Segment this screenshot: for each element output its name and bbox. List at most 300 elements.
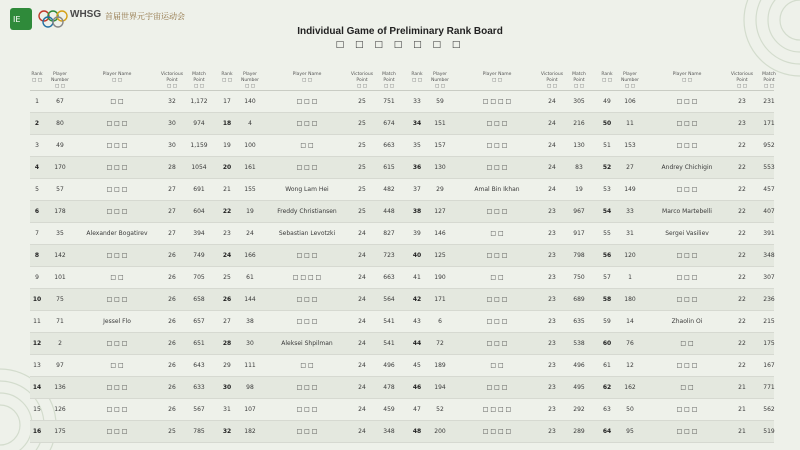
cell-victorious-points: 23 <box>548 208 556 215</box>
table-row <box>30 157 774 179</box>
cell-match-points: 553 <box>763 164 775 171</box>
cell-match-points: 633 <box>193 384 205 391</box>
cell-player-name: Aleksei Shpilman <box>281 340 333 347</box>
cell-rank: 36 <box>412 164 422 171</box>
cell-match-points: 83 <box>575 164 583 171</box>
cell-match-points: 167 <box>763 362 775 369</box>
cell-match-points: 394 <box>193 230 205 237</box>
cell-victorious-points: 22 <box>738 340 746 347</box>
cell-victorious-points: 24 <box>548 142 556 149</box>
cell-rank: 24 <box>222 252 232 259</box>
cell-victorious-points: 25 <box>358 208 366 215</box>
cell-victorious-points: 25 <box>358 142 366 149</box>
page-subtitle: □ □ □ □ □ □ □ <box>335 40 465 50</box>
cell-player-number: 57 <box>56 186 64 193</box>
column-header-label: Player Name <box>482 72 512 77</box>
column-header-player-name <box>76 72 158 84</box>
cell-player-name: □ □ □ <box>676 428 698 435</box>
cell-match-points: 496 <box>573 362 585 369</box>
cell-rank: 55 <box>603 230 611 237</box>
cell-rank: 51 <box>603 142 611 149</box>
cell-player-name: □ □ □ <box>106 296 128 303</box>
cell-victorious-points: 24 <box>358 406 366 413</box>
cell-player-name: □ □ □ <box>676 274 698 281</box>
cell-player-number: 180 <box>624 296 636 303</box>
cell-victorious-points: 26 <box>168 340 176 347</box>
cell-player-name: □ □ □ <box>296 296 318 303</box>
table-row <box>30 377 774 399</box>
cell-player-number: 59 <box>436 98 444 105</box>
cell-match-points: 307 <box>763 274 775 281</box>
cell-rank: 8 <box>34 252 40 259</box>
cell-player-name: □ □ □ <box>296 318 318 325</box>
cell-match-points: 538 <box>573 340 585 347</box>
cell-victorious-points: 32 <box>168 98 176 105</box>
cell-rank: 63 <box>603 406 611 413</box>
cell-player-name: □ □ □ <box>676 120 698 127</box>
cell-rank: 41 <box>413 274 421 281</box>
cell-match-points: 974 <box>193 120 205 127</box>
cell-match-points: 459 <box>383 406 395 413</box>
cell-player-name: □ □ □ □ <box>482 98 512 105</box>
cell-player-name: □ □ □ <box>486 208 508 215</box>
cell-match-points: 348 <box>763 252 775 259</box>
column-header-victorious-points <box>160 72 184 90</box>
svg-text:IE: IE <box>13 15 21 24</box>
cell-player-number: 125 <box>434 252 446 259</box>
cell-player-number: 19 <box>246 208 254 215</box>
column-header-match-points <box>756 72 782 90</box>
cell-victorious-points: 24 <box>358 384 366 391</box>
cell-player-name: □ □ <box>490 274 504 281</box>
column-header-sublabel: □ □ <box>492 78 502 83</box>
cell-player-name: Marco Martebelli <box>662 208 712 215</box>
cell-rank: 6 <box>34 208 40 215</box>
column-header-sublabel: □ □ <box>547 84 557 89</box>
cell-victorious-points: 24 <box>358 428 366 435</box>
cell-player-number: 126 <box>54 406 66 413</box>
cell-player-number: 95 <box>626 428 634 435</box>
cell-rank: 64 <box>602 428 612 435</box>
cell-player-name: □ □ □ □ <box>482 428 512 435</box>
cell-match-points: 604 <box>193 208 205 215</box>
cell-match-points: 643 <box>193 362 205 369</box>
cell-player-number: 101 <box>54 274 66 281</box>
cell-victorious-points: 22 <box>738 296 746 303</box>
column-header-victorious-points <box>730 72 754 90</box>
cell-player-name: Amal Bin Ikhan <box>474 186 520 193</box>
column-header-label: Victorious Point <box>350 72 374 83</box>
cell-player-number: 190 <box>434 274 446 281</box>
cell-player-number: 111 <box>244 362 256 369</box>
cell-match-points: 236 <box>763 296 775 303</box>
cell-player-name: □ □ <box>680 384 694 391</box>
cell-rank: 39 <box>413 230 421 237</box>
cell-match-points: 705 <box>193 274 205 281</box>
cell-player-name: Andrey Chichigin <box>661 164 713 171</box>
cell-rank: 53 <box>603 186 611 193</box>
cell-rank: 23 <box>223 230 231 237</box>
cell-player-number: 12 <box>626 362 634 369</box>
column-header-sublabel: □ □ <box>602 78 612 83</box>
cell-rank: 21 <box>223 186 231 193</box>
cell-player-number: 31 <box>626 230 634 237</box>
cell-match-points: 305 <box>573 98 585 105</box>
cell-player-name: □ □ □ <box>486 318 508 325</box>
column-header-sublabel: □ □ <box>764 84 774 89</box>
column-header-sublabel: □ □ <box>384 84 394 89</box>
cell-match-points: 967 <box>573 208 585 215</box>
cell-rank: 49 <box>603 98 611 105</box>
cell-match-points: 216 <box>573 120 585 127</box>
cell-rank: 35 <box>413 142 421 149</box>
cell-match-points: 171 <box>763 120 775 127</box>
cell-victorious-points: 24 <box>548 186 556 193</box>
cell-victorious-points: 24 <box>358 274 366 281</box>
cell-player-number: 6 <box>438 318 442 325</box>
cell-player-name: □ □ □ <box>106 428 128 435</box>
cell-victorious-points: 24 <box>358 252 366 259</box>
cell-player-number: 71 <box>56 318 64 325</box>
table-row <box>30 333 774 355</box>
cell-match-points: 1,159 <box>190 142 208 149</box>
cell-victorious-points: 23 <box>548 274 556 281</box>
cell-victorious-points: 22 <box>738 362 746 369</box>
cell-rank: 52 <box>602 164 612 171</box>
cell-victorious-points: 26 <box>168 252 176 259</box>
cell-match-points: 19 <box>575 186 583 193</box>
cell-rank: 14 <box>32 384 42 391</box>
cell-match-points: 567 <box>193 406 205 413</box>
cell-player-name: □ □ □ <box>676 186 698 193</box>
cell-match-points: 952 <box>763 142 775 149</box>
column-header-rank <box>220 72 234 84</box>
cell-player-name: □ □ □ <box>106 252 128 259</box>
column-header-rank <box>600 72 614 84</box>
cell-rank: 28 <box>222 340 232 347</box>
cell-player-name: □ □ □ <box>676 98 698 105</box>
cell-match-points: 749 <box>193 252 205 259</box>
table-row <box>30 201 774 223</box>
cell-victorious-points: 23 <box>548 296 556 303</box>
column-header-sublabel: □ □ <box>412 78 422 83</box>
cell-player-name: □ □ <box>680 340 694 347</box>
table-row <box>30 223 774 245</box>
column-header-label: Match Point <box>762 72 776 83</box>
cell-player-number: 98 <box>246 384 254 391</box>
table-row <box>30 91 774 113</box>
column-header-sublabel: □ □ <box>32 78 42 83</box>
column-header-match-points <box>186 72 212 90</box>
cell-victorious-points: 27 <box>168 230 176 237</box>
column-header-label: Victorious Point <box>540 72 564 83</box>
cell-victorious-points: 22 <box>738 230 746 237</box>
cell-match-points: 562 <box>763 406 775 413</box>
cell-match-points: 657 <box>193 318 205 325</box>
cell-player-number: 127 <box>434 208 446 215</box>
column-header-player-number <box>616 72 644 90</box>
cell-match-points: 289 <box>573 428 585 435</box>
table-row <box>30 311 774 333</box>
column-header-sublabel: □ □ <box>435 84 445 89</box>
cell-victorious-points: 21 <box>738 384 746 391</box>
cell-victorious-points: 27 <box>168 186 176 193</box>
cell-match-points: 785 <box>193 428 205 435</box>
cell-player-number: 146 <box>434 230 446 237</box>
cell-victorious-points: 25 <box>358 98 366 105</box>
cell-victorious-points: 27 <box>168 208 176 215</box>
column-header-label: Match Point <box>572 72 586 83</box>
cell-victorious-points: 26 <box>168 274 176 281</box>
cell-rank: 31 <box>223 406 231 413</box>
cell-player-number: 155 <box>244 186 256 193</box>
cell-player-number: 14 <box>626 318 634 325</box>
cell-rank: 59 <box>603 318 611 325</box>
cell-player-number: 75 <box>56 296 64 303</box>
cell-player-number: 153 <box>624 142 636 149</box>
column-header-label: Victorious Point <box>730 72 754 83</box>
table-row <box>30 113 774 135</box>
cell-victorious-points: 23 <box>548 428 556 435</box>
cell-victorious-points: 26 <box>168 318 176 325</box>
cell-victorious-points: 25 <box>358 120 366 127</box>
cell-victorious-points: 26 <box>168 362 176 369</box>
table-row <box>30 135 774 157</box>
column-header-label: Victorious Point <box>160 72 184 83</box>
cell-victorious-points: 23 <box>738 98 746 105</box>
cell-player-name: □ □ □ <box>486 142 508 149</box>
cell-match-points: 231 <box>763 98 775 105</box>
cell-match-points: 751 <box>383 98 395 105</box>
cell-player-number: 49 <box>56 142 64 149</box>
cell-rank: 27 <box>223 318 231 325</box>
cell-player-name: □ □ <box>110 362 124 369</box>
org-abbreviation: WHSG <box>70 9 102 20</box>
cell-victorious-points: 23 <box>548 252 556 259</box>
column-header-sublabel: □ □ <box>112 78 122 83</box>
cell-victorious-points: 28 <box>168 164 176 171</box>
cell-victorious-points: 25 <box>358 186 366 193</box>
column-header-sublabel: □ □ <box>302 78 312 83</box>
cell-rank: 12 <box>32 340 42 347</box>
cell-match-points: 615 <box>383 164 395 171</box>
column-header-label: Player Name <box>292 72 322 77</box>
cell-rank: 26 <box>222 296 232 303</box>
cell-match-points: 457 <box>763 186 775 193</box>
column-header-label: Player Number <box>430 72 450 83</box>
cell-match-points: 917 <box>573 230 585 237</box>
cell-player-number: 151 <box>434 120 446 127</box>
cell-player-name: □ □ □ <box>486 120 508 127</box>
cell-player-name: □ □ □ <box>676 142 698 149</box>
cell-player-name: □ □ □ <box>486 340 508 347</box>
cell-player-number: 194 <box>434 384 446 391</box>
cell-player-number: 130 <box>434 164 446 171</box>
table-row <box>30 267 774 289</box>
cell-rank: 38 <box>412 208 422 215</box>
cell-rank: 20 <box>222 164 232 171</box>
cell-victorious-points: 25 <box>168 428 176 435</box>
table-row <box>30 421 774 443</box>
column-header-sublabel: □ □ <box>574 84 584 89</box>
cell-rank: 2 <box>34 120 40 127</box>
cell-victorious-points: 23 <box>548 406 556 413</box>
cell-player-number: 170 <box>54 164 66 171</box>
cell-player-number: 189 <box>434 362 446 369</box>
cell-victorious-points: 24 <box>548 98 556 105</box>
cell-rank: 1 <box>35 98 39 105</box>
column-header-label: Rank <box>221 72 233 77</box>
table-row <box>30 245 774 267</box>
cell-player-number: 149 <box>624 186 636 193</box>
cell-victorious-points: 24 <box>358 340 366 347</box>
cell-rank: 47 <box>413 406 421 413</box>
cell-victorious-points: 23 <box>548 230 556 237</box>
column-header-match-points <box>376 72 402 90</box>
column-header-sublabel: □ □ <box>625 84 635 89</box>
cell-player-name: Jessel Flo <box>103 318 131 325</box>
column-header-sublabel: □ □ <box>245 84 255 89</box>
cell-victorious-points: 30 <box>168 120 176 127</box>
cell-rank: 19 <box>223 142 231 149</box>
cell-victorious-points: 23 <box>548 318 556 325</box>
event-name: 首届世界元宇宙运动会 <box>105 12 185 21</box>
cell-victorious-points: 23 <box>548 340 556 347</box>
table-row <box>30 399 774 421</box>
cell-match-points: 771 <box>763 384 775 391</box>
cell-player-number: 100 <box>244 142 256 149</box>
column-header-sublabel: □ □ <box>357 84 367 89</box>
cell-match-points: 448 <box>383 208 395 215</box>
cell-match-points: 292 <box>573 406 585 413</box>
cell-match-points: 691 <box>193 186 205 193</box>
cell-player-number: 30 <box>246 340 254 347</box>
cell-rank: 22 <box>222 208 232 215</box>
cell-player-name: □ □ □ <box>106 340 128 347</box>
cell-rank: 37 <box>413 186 421 193</box>
cell-victorious-points: 24 <box>358 318 366 325</box>
cell-rank: 62 <box>602 384 612 391</box>
cell-rank: 7 <box>35 230 39 237</box>
cell-player-number: 97 <box>56 362 64 369</box>
cell-match-points: 689 <box>573 296 585 303</box>
cell-player-name: Alexander Bogatirev <box>86 230 148 237</box>
cell-player-name: □ □ □ <box>296 384 318 391</box>
cell-player-number: 38 <box>246 318 254 325</box>
cell-match-points: 1,172 <box>190 98 208 105</box>
cell-match-points: 750 <box>573 274 585 281</box>
cell-player-name: □ □ □ <box>106 208 128 215</box>
cell-match-points: 663 <box>383 274 395 281</box>
column-header-label: Player Number <box>620 72 640 83</box>
cell-rank: 57 <box>603 274 611 281</box>
cell-player-name: □ □ <box>300 142 314 149</box>
cell-victorious-points: 23 <box>548 362 556 369</box>
cell-victorious-points: 23 <box>738 120 746 127</box>
column-header-label: Player Number <box>50 72 70 83</box>
cell-player-number: 175 <box>54 428 66 435</box>
cell-player-number: 178 <box>54 208 66 215</box>
cell-player-number: 35 <box>56 230 64 237</box>
cell-rank: 54 <box>602 208 612 215</box>
cell-victorious-points: 24 <box>358 362 366 369</box>
cell-player-name: Wong Lam Hei <box>285 186 329 193</box>
cell-player-name: □ □ <box>490 230 504 237</box>
cell-match-points: 827 <box>383 230 395 237</box>
cell-victorious-points: 26 <box>168 406 176 413</box>
cell-rank: 10 <box>32 296 42 303</box>
cell-player-name: □ □ □ <box>106 120 128 127</box>
cell-rank: 17 <box>223 98 231 105</box>
column-header-player-number <box>236 72 264 90</box>
cell-victorious-points: 26 <box>168 384 176 391</box>
cell-player-name: □ □ □ □ <box>482 406 512 413</box>
cell-player-name: □ □ □ <box>676 296 698 303</box>
cell-match-points: 541 <box>383 340 395 347</box>
cell-match-points: 478 <box>383 384 395 391</box>
cell-match-points: 564 <box>383 296 395 303</box>
cell-player-name: □ □ <box>110 274 124 281</box>
cell-player-number: 144 <box>244 296 256 303</box>
cell-player-number: 2 <box>58 340 62 347</box>
cell-match-points: 215 <box>763 318 775 325</box>
column-header-rank <box>410 72 424 84</box>
cell-player-number: 50 <box>626 406 634 413</box>
cell-match-points: 541 <box>383 318 395 325</box>
cell-player-name: □ □ □ <box>296 252 318 259</box>
cell-victorious-points: 25 <box>358 164 366 171</box>
cell-player-name: □ □ □ <box>676 252 698 259</box>
cell-player-number: 72 <box>436 340 444 347</box>
cell-victorious-points: 22 <box>738 208 746 215</box>
cell-player-number: 182 <box>244 428 256 435</box>
cell-player-name: □ □ □ <box>296 406 318 413</box>
column-header-victorious-points <box>350 72 374 90</box>
cell-rank: 56 <box>602 252 612 259</box>
cell-player-name: □ □ □ <box>106 186 128 193</box>
cell-player-name: □ □ □ <box>486 384 508 391</box>
cell-rank: 5 <box>35 186 39 193</box>
cell-player-number: 107 <box>244 406 256 413</box>
cell-player-number: 76 <box>626 340 634 347</box>
column-header-label: Rank <box>31 72 43 77</box>
table-row <box>30 355 774 377</box>
cell-player-name: □ □ □ <box>296 98 318 105</box>
cell-player-number: 161 <box>244 164 256 171</box>
cell-rank: 18 <box>222 120 232 127</box>
cell-player-number: 157 <box>434 142 446 149</box>
cell-player-name: □ □ <box>300 362 314 369</box>
cell-player-number: 200 <box>434 428 446 435</box>
cell-victorious-points: 30 <box>168 142 176 149</box>
column-header-player-name <box>456 72 538 84</box>
cell-match-points: 1054 <box>191 164 207 171</box>
column-header-sublabel: □ □ <box>737 84 747 89</box>
cell-rank: 46 <box>412 384 422 391</box>
cell-victorious-points: 21 <box>738 406 746 413</box>
cell-player-name: □ □ <box>490 362 504 369</box>
column-header-label: Player Name <box>102 72 132 77</box>
cell-player-name: □ □ □ <box>106 164 128 171</box>
cell-rank: 33 <box>413 98 421 105</box>
cell-match-points: 130 <box>573 142 585 149</box>
column-header-label: Player Number <box>240 72 260 83</box>
cell-rank: 43 <box>413 318 421 325</box>
cell-rank: 13 <box>33 362 41 369</box>
cell-rank: 40 <box>412 252 422 259</box>
cell-player-number: 1 <box>628 274 632 281</box>
cell-rank: 29 <box>223 362 231 369</box>
